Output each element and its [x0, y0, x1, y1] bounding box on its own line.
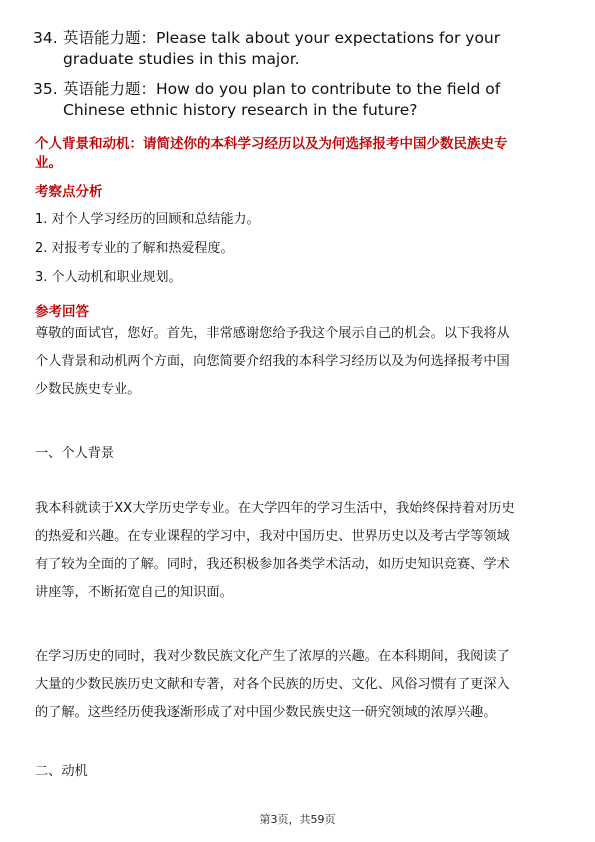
answer-intro-paragraph	[35, 320, 563, 404]
analysis-heading: 考察点分析	[35, 184, 103, 200]
answer-paragraph	[35, 495, 563, 607]
section-heading-personal-background: 一、个人背景	[35, 446, 115, 461]
question-number: 35.	[33, 80, 58, 98]
question-text-line: 英语能力题：Please talk about your expectations for your	[63, 29, 501, 47]
section-heading-motivation: 二、动机	[35, 764, 88, 779]
analysis-item: 3. 个人动机和职业规划。	[35, 270, 182, 285]
paragraph-line: 大量的少数民族历史文献和专著，对各个民族的历史、文化、风俗习惯有了更深入	[35, 677, 510, 692]
analysis-item: 2. 对报考专业的了解和热爱程度。	[35, 241, 234, 256]
question-number: 34.	[33, 29, 58, 47]
paragraph-line: 有了较为全面的了解。同时，我还积极参加各类学术活动，如历史知识竞赛、学术	[35, 557, 510, 572]
question-text-line: Chinese ethnic history research in the future?	[63, 101, 418, 119]
paragraph-line: 的热爱和兴趣。在专业课程的学习中，我对中国历史、世界历史以及考古学等领域	[35, 529, 510, 544]
question-heading	[35, 135, 565, 173]
paragraph-line: 个人背景和动机两个方面，向您简要介绍我的本科学习经历以及为何选择报考中国	[35, 354, 510, 369]
paragraph-line: 尊敬的面试官，您好。首先，非常感谢您给予我这个展示自己的机会。以下我将从	[35, 326, 510, 341]
question-text-line: 英语能力题：How do you plan to contribute to the field of	[63, 80, 501, 98]
question-34	[33, 28, 553, 70]
analysis-item: 1. 对个人学习经历的回顾和总结能力。	[35, 212, 260, 227]
paragraph-line: 讲座等，不断拓宽自己的知识面。	[35, 585, 233, 600]
paragraph-line: 少数民族史专业。	[35, 382, 141, 397]
question-35	[33, 79, 553, 121]
page-number-footer: 第3页，共59页	[259, 813, 336, 826]
paragraph-line: 我本科就读于XX大学历史学专业。在大学四年的学习生活中，我始终保持着对历史	[35, 501, 515, 516]
question-heading-line: 个人背景和动机：请简述你的本科学习经历以及为何选择报考中国少数民族史专	[35, 136, 508, 152]
paragraph-line: 的了解。这些经历使我逐渐形成了对中国少数民族史这一研究领域的浓厚兴趣。	[35, 705, 497, 720]
answer-paragraph	[35, 643, 563, 727]
answer-heading: 参考回答	[35, 304, 89, 320]
paragraph-line: 在学习历史的同时，我对少数民族文化产生了浓厚的兴趣。在本科期间，我阅读了	[35, 649, 510, 664]
question-heading-line: 业。	[35, 155, 62, 171]
question-text-line: graduate studies in this major.	[63, 50, 300, 68]
